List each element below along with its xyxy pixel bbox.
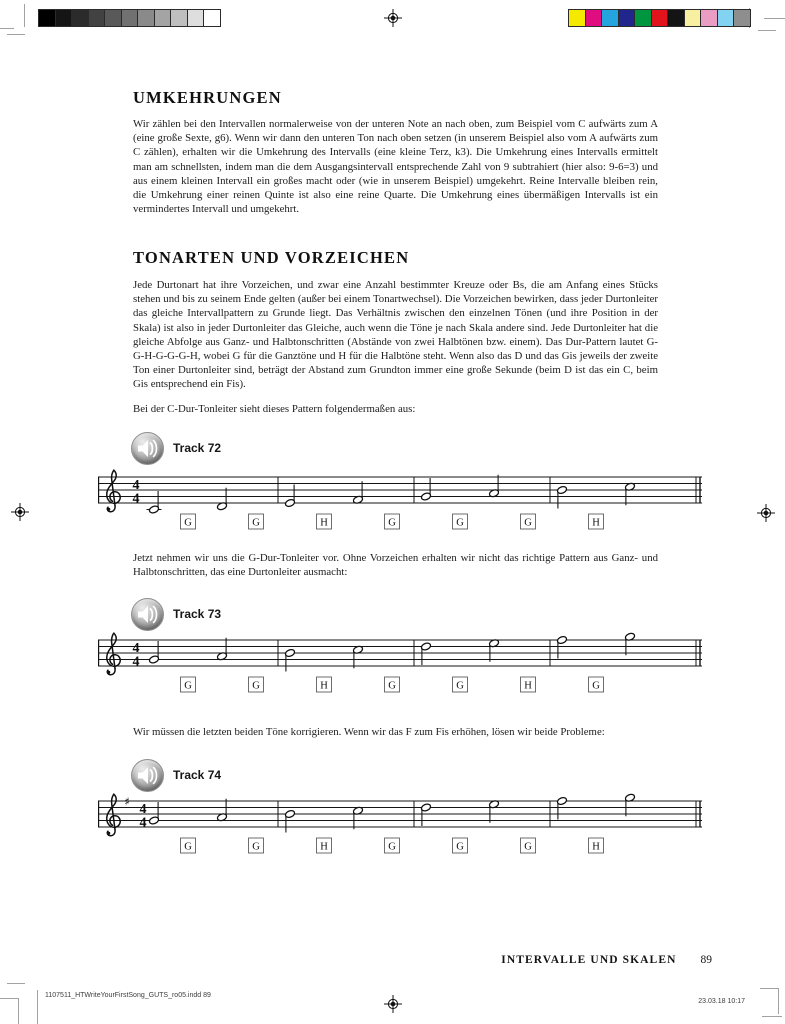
calibration-swatch [39,10,56,26]
svg-text:G: G [252,841,260,853]
step-label-box [249,838,264,853]
step-label-box [249,677,264,692]
svg-text:G: G [388,841,396,853]
svg-text:G: G [184,680,192,692]
paragraph-g-dur-intro: Jetzt nehmen wir uns die G-Dur-Tonleiter vor. Ohne Vorzeichen erhalten wir nicht das richtige Pattern aus Ganz- und Halbtonschritten, das eine Durtonleiter ausmacht: [133,552,658,579]
half-note [285,809,296,818]
crop-mark [7,983,25,984]
paragraph-tonarten: Jede Durtonart hat ihre Vorzeichen, und zwar eine Anzahl bestimmter Kreuze oder Bs, die am Anfang eines Stücks stehen und bis zu seinem Ende gelten (außer bei einem Tonartwechsel). Die Vorzeichen bewirken, dass jeder Durtonleiter das gleiche Intervallpattern zu Grunde liegt. Das Verhältnis zwischen den einzelnen Tönen (und ihre Position in der Skala) ist also in jeder Durtonleiter das Gleiche, auch wenn die Töne je nach Skala andere sind. Jede Durtonleiter hat die gleiche Abfolge aus Ganz- und Halbtonschritten (Abstände von zwei Halbtönen bzw. einem). Das Dur-Pattern lautet G-G-H-G-G-G-H, wobei G für die Ganztöne und H für die Halbtöne steht. Wenn also das D und das Gis jeweils der zweite Ton einer Durtonleiter sind, beträgt der Abstand zum Grundton immer eine große Sekunde (beim D ist das ein C, beim Gis entsprechend ein Fis). [133,279,658,391]
svg-text:G: G [388,517,396,529]
calibration-swatch [635,10,652,26]
svg-text:4: 4 [139,815,147,831]
step-label-box [453,838,468,853]
half-note [285,498,296,507]
crop-mark [758,30,776,31]
treble-clef-icon [107,794,120,836]
calibration-swatch [56,10,73,26]
step-label-box [589,677,604,692]
step-label-box [589,838,604,853]
step-label-box [181,677,196,692]
imprint-datetime: 23.03.18 10:17 [698,998,745,1005]
treble-clef-icon [107,470,120,512]
track-label: Track 72 [173,441,222,455]
calibration-swatch [105,10,122,26]
half-note [149,655,160,664]
track-row-72 [131,432,221,464]
calibration-swatch [122,10,139,26]
crop-mark [778,988,779,1014]
footer-section-title: INTERVALLE UND SKALEN [501,954,677,966]
paragraph-fis-intro: Wir müssen die letzten beiden Töne korrigieren. Wenn wir das F zum Fis erhöhen, lösen wir beide Probleme: [133,726,605,738]
track-row-74 [131,759,221,791]
step-label-box [521,514,536,529]
calibration-swatch [72,10,89,26]
crop-mark [762,1016,782,1017]
calibration-swatch [155,10,172,26]
time-signature [133,478,140,506]
calibration-swatch [668,10,685,26]
calibration-swatch [652,10,669,26]
half-note [285,648,296,657]
step-label-box [453,514,468,529]
registration-mark-icon [757,504,775,522]
calibration-swatch [718,10,735,26]
imprint-filename: 1107511_HTWriteYourFirstSong_GUTS_ro05.indd 89 [45,992,211,999]
svg-text:G: G [456,680,464,692]
svg-text:4: 4 [132,654,140,670]
calibration-swatch [602,10,619,26]
calibration-swatch [188,10,205,26]
half-note [557,485,568,494]
calibration-swatch [685,10,702,26]
step-label-box [317,677,332,692]
svg-text:G: G [252,680,260,692]
step-label-box [317,514,332,529]
step-label-box [317,838,332,853]
svg-text:H: H [320,841,328,853]
page-footer [501,954,712,966]
step-label-box [385,677,400,692]
staff-track-74 [98,791,702,857]
svg-text:4: 4 [132,641,140,657]
svg-text:4: 4 [132,478,140,494]
step-label-box [521,677,536,692]
calibration-swatch [89,10,106,26]
half-note [149,505,160,514]
page-number: 89 [700,954,712,966]
step-label-box [385,838,400,853]
svg-text:G: G [456,841,464,853]
crop-mark [18,998,19,1024]
crop-mark [37,990,38,1024]
svg-text:G: G [184,841,192,853]
svg-text:G: G [592,680,600,692]
calibration-swatch [569,10,586,26]
crop-mark [0,998,18,999]
staff-track-73 [98,630,702,696]
svg-text:G: G [388,680,396,692]
svg-text:H: H [320,680,328,692]
crop-mark [0,28,14,29]
crop-mark [764,18,785,19]
calibration-swatch [734,10,750,26]
half-note [421,492,432,501]
calibration-swatch [619,10,636,26]
svg-text:G: G [456,517,464,529]
paragraph-umkehrungen: Wir zählen bei den Intervallen normalerweise von der unteren Note an nach oben, zum Beispiel vom C aufwärts zum A (eine große Sexte, g6). Wenn wir dann den unteren Ton nach oben setzen (in unserem Beispiel also vom A aufwärts zum C zählen), erhalten wir die Umkehrung des Intervalls (eine kleine Terz, k3). Die Umkehrung eines Intervalls ermittelt man am schnellsten, indem man die dem Ausgangsintervall entsprechende Zahl von 9 subtrahiert (hier also: 9-6=3) und aus einem kleinen Intervall ein großes macht oder (wie in unserem Beispiel) umgekehrt. Reine Intervalle bleiben rein, die Umkehrung einer reinen Quinte ist also eine reine Quarte. Die Umkehrung eines übermäßigen Intervalls ist ein vermindertes Intervall und umgekehrt. [133,118,658,216]
speaker-icon [131,432,164,465]
crop-mark [7,34,25,35]
speaker-icon [131,759,164,792]
step-label-box [181,514,196,529]
svg-text:H: H [592,517,600,529]
svg-text:4: 4 [132,491,140,507]
half-note [149,816,160,825]
svg-text:H: H [592,841,600,853]
registration-mark-icon [384,9,402,27]
svg-text:G: G [524,841,532,853]
svg-text:H: H [320,517,328,529]
svg-text:4: 4 [139,802,147,818]
section-heading-umkehrungen: UMKEHRUNGEN [133,88,282,107]
calibration-swatch [171,10,188,26]
key-signature-sharp: ♯ [124,794,130,809]
speaker-icon [131,598,164,631]
crop-mark [760,988,778,989]
step-label-box [249,514,264,529]
time-signature [140,802,147,830]
step-label-box [181,838,196,853]
time-signature [133,641,140,669]
track-label: Track 73 [173,607,222,621]
registration-mark-icon [11,503,29,521]
section-heading-tonarten: TONARTEN UND VORZEICHEN [133,248,410,267]
svg-text:H: H [524,680,532,692]
half-note [557,796,568,805]
paragraph-c-dur-intro: Bei der C-Dur-Tonleiter sieht dieses Pattern folgendermaßen aus: [133,403,416,415]
half-note [421,642,432,651]
step-label-box [589,514,604,529]
step-label-box [453,677,468,692]
grayscale-calibration-bar [38,9,221,27]
calibration-swatch [701,10,718,26]
half-note [557,635,568,644]
color-calibration-bar [568,9,751,27]
crop-mark [24,4,25,27]
track-label: Track 74 [173,768,222,782]
step-label-box [385,514,400,529]
svg-text:G: G [184,517,192,529]
svg-text:G: G [252,517,260,529]
treble-clef-icon [107,633,120,675]
track-row-73 [131,598,221,630]
step-label-box [521,838,536,853]
half-note [421,803,432,812]
staff-track-72 [98,467,702,533]
svg-text:G: G [524,517,532,529]
calibration-swatch [204,10,220,26]
registration-mark-icon [384,995,402,1013]
calibration-swatch [586,10,603,26]
calibration-swatch [138,10,155,26]
